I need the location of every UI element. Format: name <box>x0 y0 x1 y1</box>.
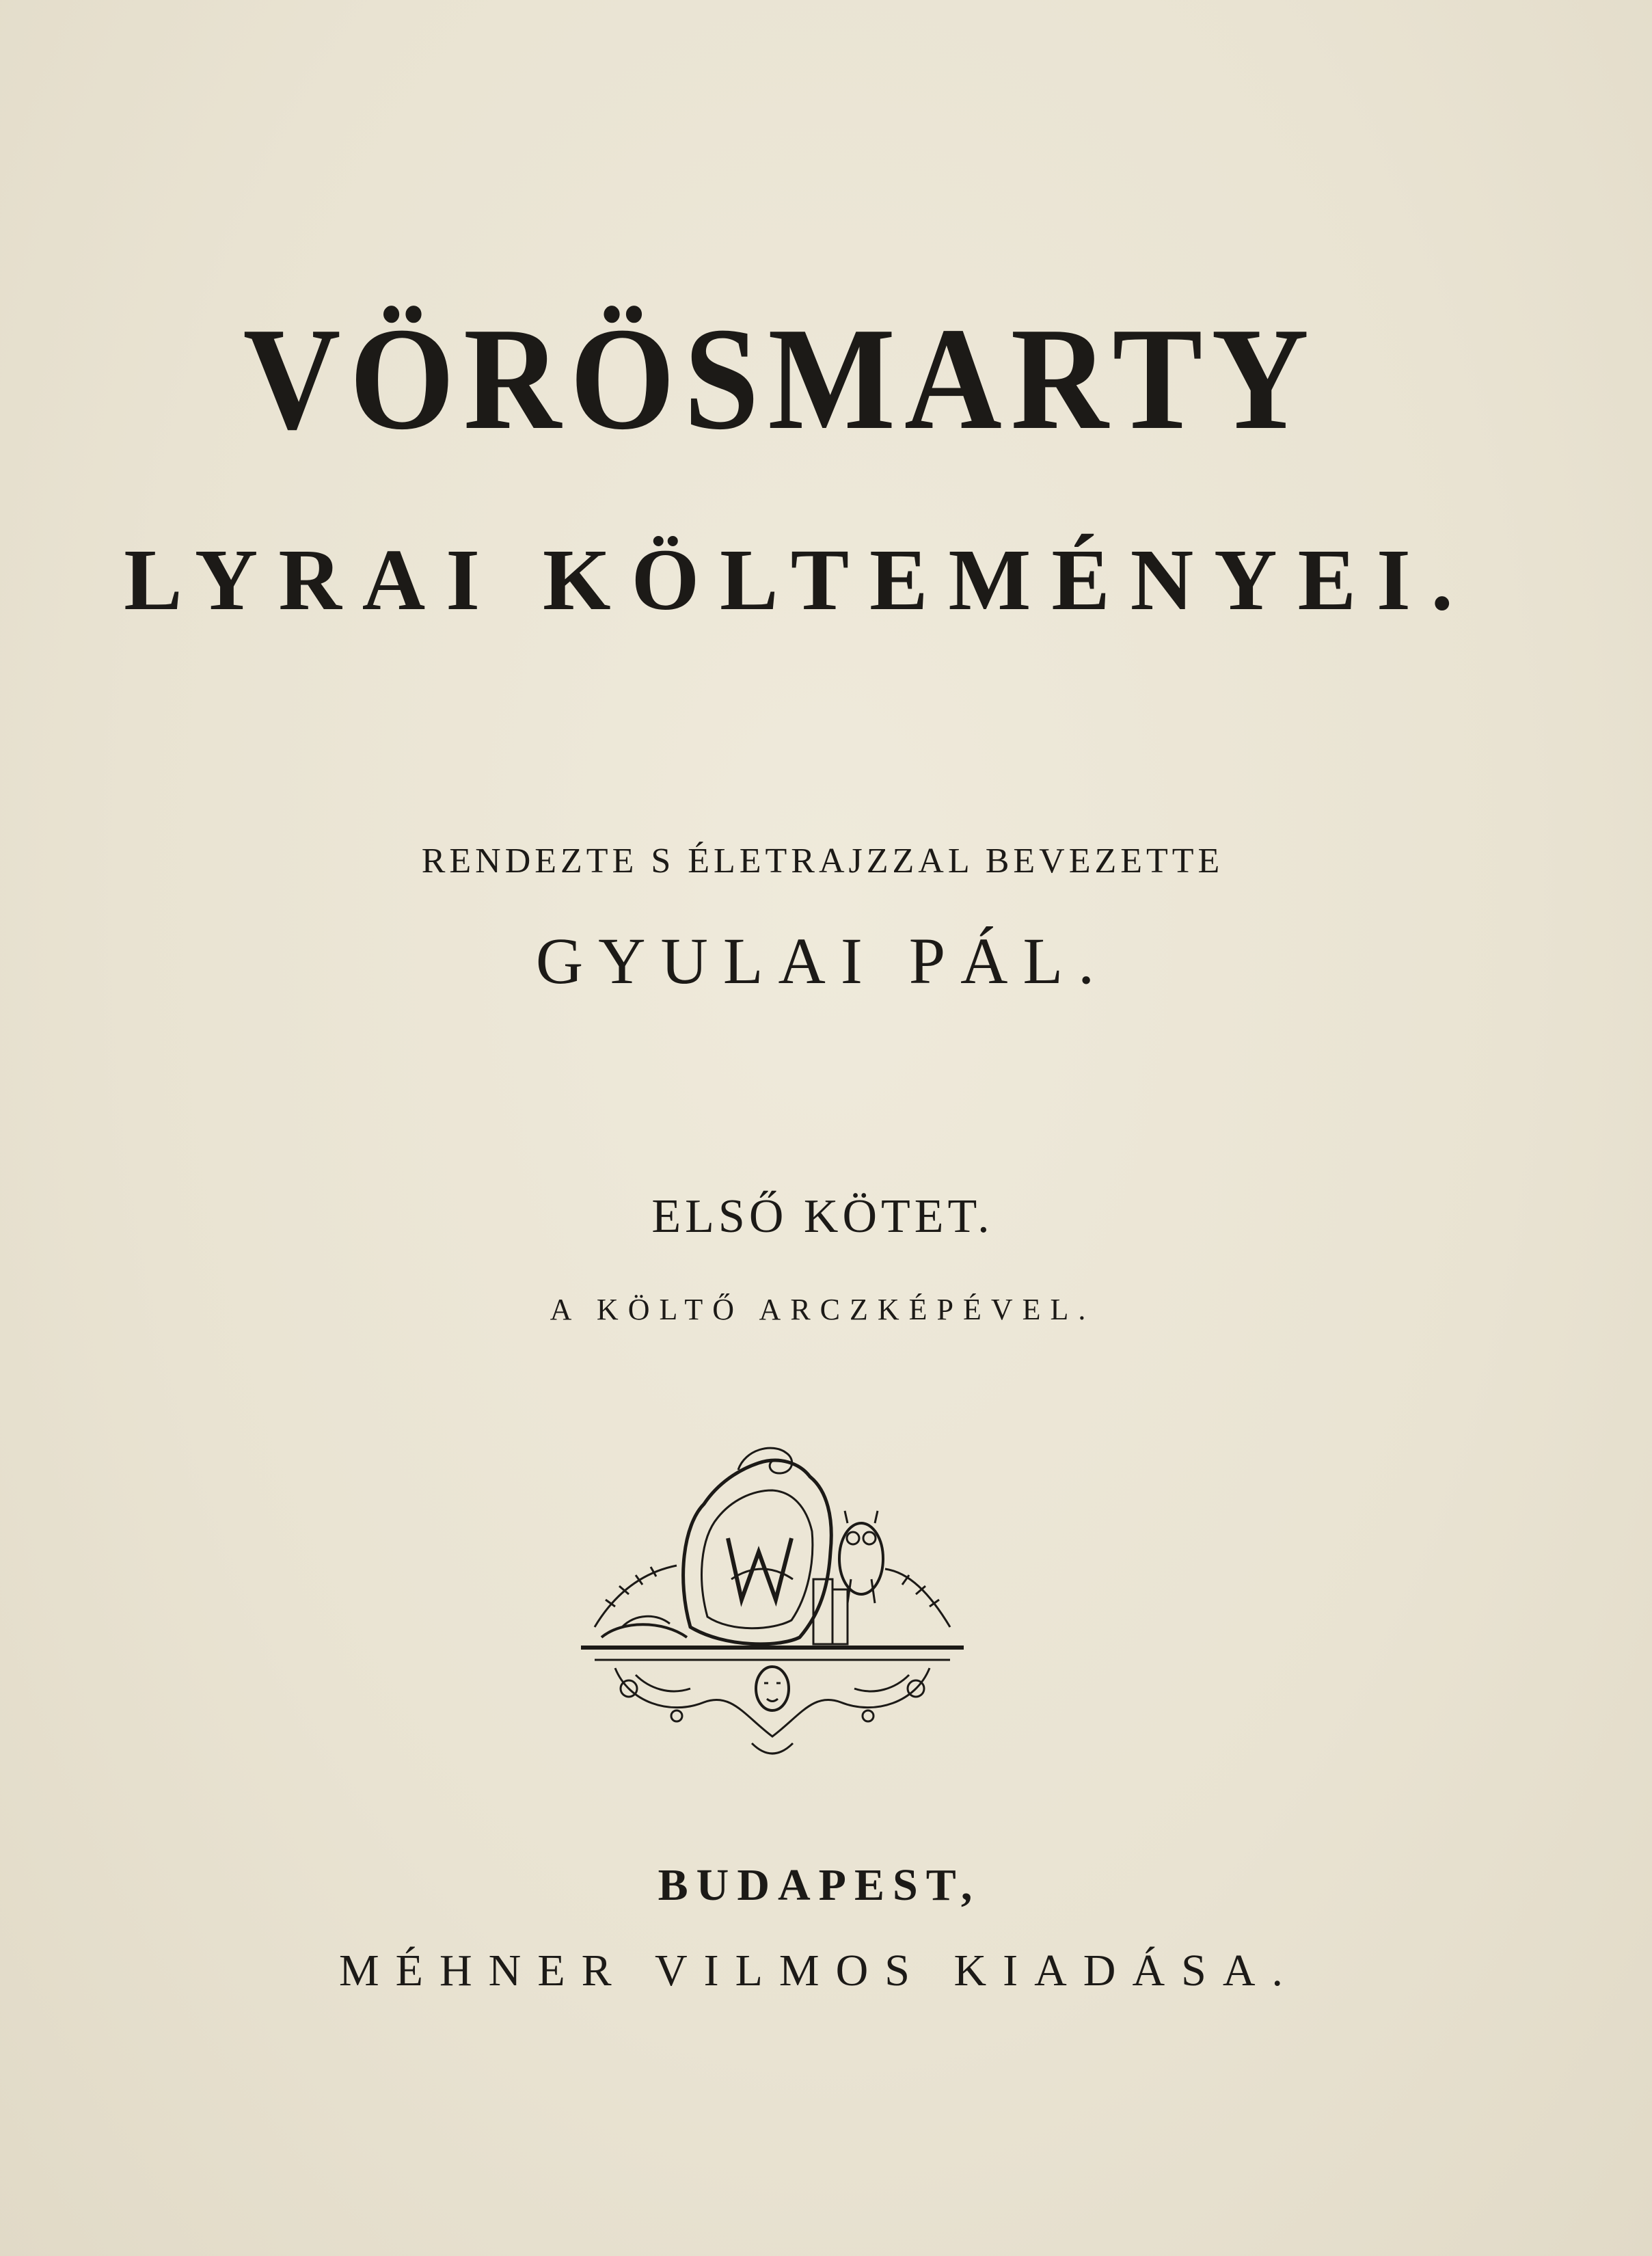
editor-name: GYULAI PÁL. <box>535 924 1110 997</box>
author-name: VÖRÖSMARTY <box>243 297 1318 460</box>
publisher-ornament-icon <box>574 1442 971 1784</box>
editor-note: RENDEZTE S ÉLETRAJZZAL BEVEZETTE <box>421 842 1224 881</box>
publisher-name: MÉHNER VILMOS KIADÁSA. <box>339 1946 1299 1996</box>
book-title: LYRAI KÖLTEMÉNYEI. <box>124 531 1474 628</box>
volume-label: ELSŐ KÖTET. <box>651 1190 994 1243</box>
publication-place: BUDAPEST, <box>658 1860 981 1910</box>
portrait-note: A KÖLTŐ ARCZKÉPÉVEL. <box>550 1293 1096 1326</box>
